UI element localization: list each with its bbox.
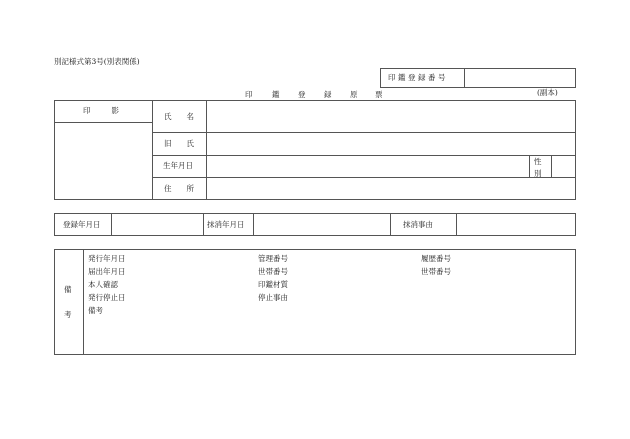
reg-date-field[interactable] — [113, 215, 201, 234]
seal-label: 印 影 — [83, 106, 121, 115]
copy-mark: (副本) — [537, 88, 558, 97]
reg-divider-5 — [456, 213, 457, 236]
document-title — [245, 89, 385, 99]
label-column-divider — [206, 100, 207, 200]
form-caption: 別記様式第3号(別表関係) — [54, 57, 140, 66]
remarks-side-label-1: 備 — [64, 285, 72, 294]
remarks-item-identity-check: 本人確認 — [88, 280, 118, 289]
title-char-2: 鑑 — [272, 90, 280, 99]
cancel-date-field[interactable] — [255, 215, 388, 234]
seal-column-divider — [152, 100, 153, 200]
reg-number-field[interactable] — [466, 70, 574, 86]
remarks-table — [54, 249, 576, 355]
sex-field[interactable] — [553, 157, 574, 175]
row-line-2 — [152, 155, 576, 156]
reg-number-divider — [464, 68, 465, 88]
sex-left-divider — [529, 155, 530, 177]
remarks-item-notes: 備考 — [88, 306, 103, 315]
remarks-item-issue-date: 発行年月日 — [88, 254, 126, 263]
seal-header-line — [54, 122, 152, 123]
title-char-4: 録 — [324, 90, 332, 99]
remarks-item-stop-date: 発行停止日 — [88, 293, 126, 302]
sex-label: 性 別 — [534, 157, 542, 178]
remarks-item-seal-material: 印鑑材質 — [258, 280, 288, 289]
cancel-date-label: 抹消年月日 — [207, 220, 245, 229]
seal-impression-area[interactable] — [56, 124, 150, 198]
address-label: 住 所 — [164, 184, 194, 193]
reg-date-label: 登録年月日 — [63, 220, 101, 229]
reg-divider-2 — [203, 213, 204, 236]
former-name-label: 旧 氏 — [164, 139, 194, 148]
row-line-1 — [152, 132, 576, 133]
cancel-reason-field[interactable] — [458, 215, 574, 234]
reg-divider-4 — [390, 213, 391, 236]
remarks-item-stop-reason: 停止事由 — [258, 293, 288, 302]
remarks-divider — [83, 249, 84, 355]
cancel-reason-label: 抹消事由 — [403, 220, 433, 229]
remarks-item-household-no: 世帯番号 — [258, 267, 288, 276]
reg-divider-3 — [253, 213, 254, 236]
dob-field[interactable] — [208, 157, 527, 175]
dob-label: 生年月日 — [163, 161, 193, 170]
reg-number-label: 印鑑登録番号 — [388, 73, 448, 82]
title-char-1: 印 — [245, 90, 253, 99]
reg-divider-1 — [111, 213, 112, 236]
remarks-side-label-2: 考 — [64, 310, 72, 319]
sex-right-divider — [551, 155, 552, 177]
title-char-3: 登 — [298, 90, 306, 99]
former-name-field[interactable] — [208, 134, 574, 153]
remarks-item-history-no: 履歴番号 — [421, 254, 451, 263]
name-field[interactable] — [208, 102, 574, 130]
remarks-item-household-no-2: 世帯番号 — [421, 267, 451, 276]
remarks-item-management-no: 管理番号 — [258, 254, 288, 263]
row-line-3 — [152, 177, 576, 178]
address-field[interactable] — [208, 179, 574, 198]
remarks-item-notify-date: 届出年月日 — [88, 267, 126, 276]
title-char-6: 票 — [375, 90, 383, 99]
title-char-5: 原 — [350, 90, 358, 99]
name-label: 氏 名 — [164, 112, 194, 121]
